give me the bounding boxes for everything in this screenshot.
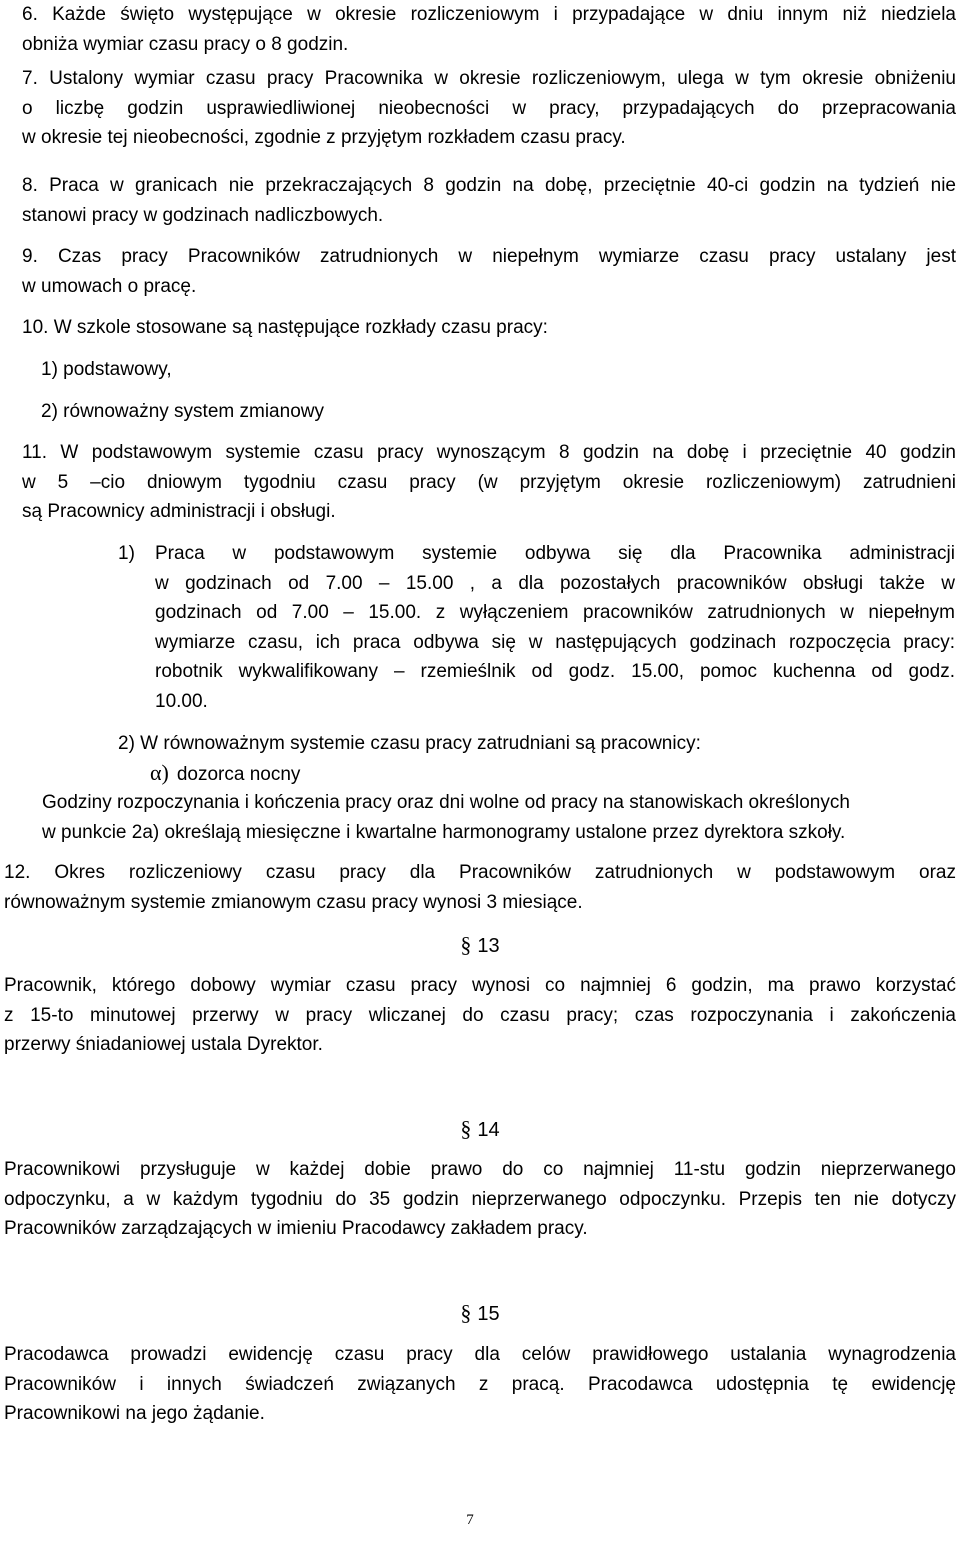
text-line: odpoczynku, a w każdym tygodniu do 35 godzin nieprzerwanego odpoczynku. Przepis ten nie dotyczy — [4, 1188, 956, 1210]
text-line: 7. Ustalony wymiar czasu pracy Pracownika w okresie rozliczeniowym, ulega w tym okresie obniżeniu — [22, 68, 956, 89]
text-line: w punkcie 2a) określają miesięczne i kwartalne harmonogramy ustalone przez dyrektora szkoły. — [42, 821, 846, 843]
section-14-text — [4, 1155, 956, 1244]
text-line: Praca w podstawowym systemie odbywa się dla Pracownika administracji — [155, 543, 955, 564]
text-line: równoważnym systemie zmianowym czasu pracy wynosi 3 miesiące. — [4, 891, 583, 913]
section-number: 13 — [477, 935, 500, 957]
text-line: w 5 –cio dniowym tygodniu czasu pracy (w przyjętym okresie rozliczeniowym) zatrudnieni — [22, 471, 956, 493]
section-mark: § — [460, 1300, 472, 1325]
text-line: w okresie tej nieobecności, zgodnie z przyjętym rozkładem czasu pracy. — [22, 127, 626, 148]
text-line: 8. Praca w granicach nie przekraczających 8 godzin na dobę, przeciętnie 40-ci godzin na tydzień nie — [22, 175, 956, 196]
text-line: 12. Okres rozliczeniowy czasu pracy dla Pracowników zatrudnionych w podstawowym oraz — [4, 862, 956, 883]
text-line: 2) W równoważnym systemie czasu pracy zatrudniani są pracownicy: — [118, 733, 701, 754]
text-line: Pracownikowi na jego żądanie. — [4, 1403, 265, 1424]
alpha-marker: α) — [150, 760, 169, 785]
section-heading-15 — [0, 1298, 960, 1329]
text-line: 2) równoważny system zmianowy — [41, 401, 324, 422]
page-number: 7 — [466, 1512, 474, 1528]
text-line: Pracowników i innych świadczeń związanych z pracą. Pracodawca udostępnia tę ewidencję — [4, 1373, 956, 1395]
paragraph-item-9 — [22, 242, 956, 301]
list-item-rownowazny — [41, 397, 941, 427]
section-mark: § — [460, 1116, 472, 1141]
text-line: Godziny rozpoczynania i kończenia pracy oraz dni wolne od pracy na stanowiskach określonych — [42, 792, 850, 813]
section-13-text — [4, 971, 956, 1060]
text-line: dozorca nocny — [176, 764, 301, 785]
paragraph-item-10 — [22, 313, 956, 343]
list-item-podstawowy — [41, 355, 941, 385]
note-harmonogramy — [42, 788, 942, 847]
paragraph-item-8 — [22, 171, 956, 230]
section-heading-14 — [0, 1114, 960, 1145]
text-line: stanowi pracy w godzinach nadliczbowych. — [22, 204, 384, 226]
text-line: godzinach od 7.00 – 15.00. z wyłączeniem pracowników zatrudnionych w niepełnym — [155, 602, 955, 623]
text-line: o liczbę godzin usprawiedliwionej nieobecności w pracy, przypadających do przepracowania — [22, 97, 956, 119]
text-line: wymiarze czasu, ich praca odbywa się w następujących godzinach rozpoczęcia pracy: — [155, 631, 955, 653]
text-line: 9. Czas pracy Pracowników zatrudnionych w niepełnym wymiarze czasu pracy ustalany jest — [22, 246, 956, 267]
section-15-text — [4, 1340, 956, 1429]
list-item-rownowazny-system — [118, 729, 918, 759]
text-line: 6. Każde święto występujące w okresie rozliczeniowym i przypadające w dniu innym niż niedziela — [22, 4, 956, 25]
section-number: 14 — [477, 1119, 500, 1141]
section-mark: § — [460, 932, 472, 957]
text-line: są Pracownicy administracji i obsługi. — [22, 501, 336, 522]
text-line: Pracodawca prowadzi ewidencję czasu pracy dla celów prawidłowego ustalania wynagrodzenia — [4, 1344, 956, 1365]
text-line: w umowach o pracę. — [22, 275, 197, 297]
text-line: obniża wymiar czasu pracy o 8 godzin. — [22, 33, 349, 55]
section-heading-13 — [0, 930, 960, 961]
text-line: z 15-to minutowej przerwy w pracy wliczanej do czasu pracy; czas rozpoczynania i zakończenia — [4, 1004, 956, 1026]
text-line: przerwy śniadaniowej ustala Dyrektor. — [4, 1034, 323, 1055]
paragraph-item-11 — [22, 438, 956, 527]
text-line: robotnik wykwalifikowany – rzemieślnik od godz. 15.00, pomoc kuchenna od godz. — [155, 661, 955, 682]
text-line: 11. W podstawowym systemie czasu pracy wynoszącym 8 godzin na dobę i przeciętnie 40 godzin — [22, 442, 956, 463]
text-line: 1) podstawowy, — [41, 359, 172, 380]
text-line: 10. W szkole stosowane są następujące rozkłady czasu pracy: — [22, 317, 548, 338]
text-line: 10.00. — [155, 690, 208, 712]
list-number: 1) — [118, 543, 135, 564]
text-line: w godzinach od 7.00 – 15.00 , a dla pozostałych pracowników obsługi także w — [155, 572, 955, 594]
paragraph-item-7 — [22, 64, 956, 153]
list-item-dozorca — [150, 758, 750, 790]
paragraph-item-6 — [22, 0, 956, 59]
paragraph-item-12 — [4, 858, 956, 917]
list-item-podstawowy-hours — [155, 539, 955, 716]
text-line: Pracownik, którego dobowy wymiar czasu pracy wynosi co najmniej 6 godzin, ma prawo korzystać — [4, 975, 956, 996]
text-line: Pracowników zarządzających w imieniu Pracodawcy zakładem pracy. — [4, 1218, 588, 1239]
section-number: 15 — [477, 1303, 500, 1325]
text-line: Pracownikowi przysługuje w każdej dobie prawo do co najmniej 11-stu godzin nieprzerwanego — [4, 1159, 956, 1180]
